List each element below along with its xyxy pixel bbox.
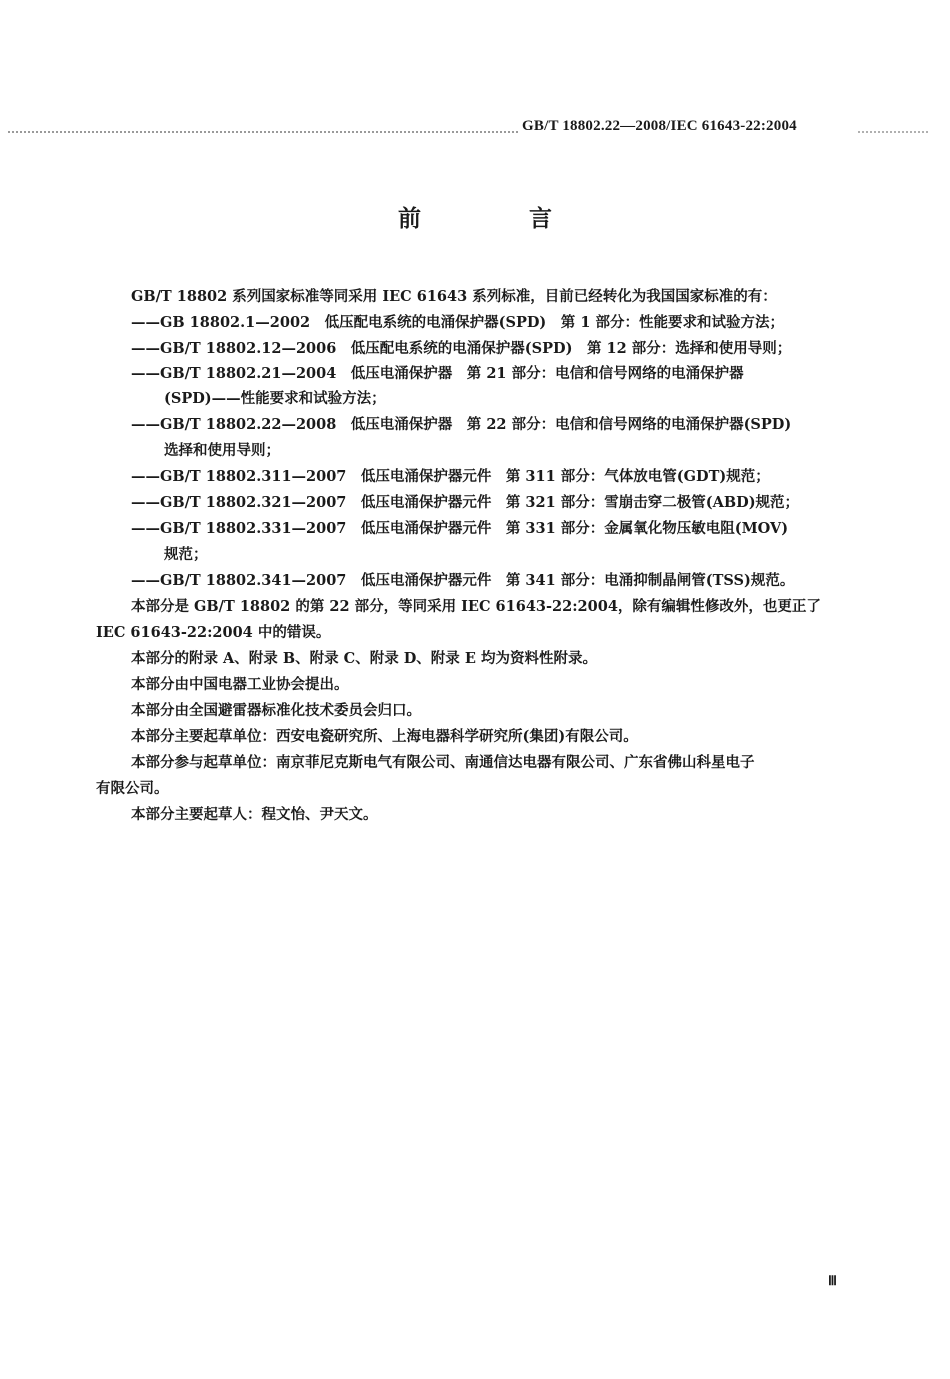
participating-units-paragraph: 本部分参与起草单位：南京菲尼克斯电气有限公司、南通信达电器有限公司、广东省佛山科星电子 [131, 754, 755, 771]
list-item-continuation: 选择和使用导则； [164, 442, 280, 459]
proposed-paragraph: 本部分由中国电器工业协会提出。 [131, 676, 349, 693]
intro-paragraph: GB/T 18802 系列国家标准等同采用 IEC 61643 系列标准，目前已经转化为我国国家标准的有： [131, 288, 777, 305]
drafting-units-paragraph: 本部分主要起草单位：西安电瓷研究所、上海电器科学研究所(集团)有限公司。 [131, 728, 638, 745]
scope-paragraph-continuation: IEC 61643-22:2004 中的错误。 [96, 624, 331, 641]
list-item: ——GB/T 18802.341—2007 低压电涌保护器元件 第 341 部分：电涌抑制晶闸管(TSS)规范。 [131, 572, 795, 589]
list-item-continuation: (SPD)——性能要求和试验方法； [164, 390, 386, 407]
page-title: 前 言 [397, 206, 602, 232]
list-item-continuation: 规范； [164, 546, 208, 563]
list-item: ——GB/T 18802.21—2004 低压电涌保护器 第 21 部分：电信和信号网络的电涌保护器 [131, 365, 744, 382]
drafters-paragraph: 本部分主要起草人：程文怡、尹天文。 [131, 806, 378, 823]
list-item: ——GB/T 18802.12—2006 低压配电系统的电涌保护器(SPD) 第 12 部分：选择和使用导则； [131, 340, 792, 357]
list-item: ——GB/T 18802.331—2007 低压电涌保护器元件 第 331 部分：金属氧化物压敏电阻(MOV) [131, 520, 789, 537]
list-item: ——GB 18802.1—2002 低压配电系统的电涌保护器(SPD) 第 1 部分：性能要求和试验方法； [131, 314, 784, 331]
header-rule [8, 131, 518, 133]
standard-number: GB/T 18802.22—2008/IEC 61643-22:2004 [522, 118, 797, 134]
list-item: ——GB/T 18802.22—2008 低压电涌保护器 第 22 部分：电信和信号网络的电涌保护器(SPD) [131, 416, 792, 433]
list-item: ——GB/T 18802.321—2007 低压电涌保护器元件 第 321 部分：雪崩击穿二极管(ABD)规范； [131, 494, 800, 511]
header-rule-right [858, 131, 928, 133]
page-number: Ⅲ [828, 1273, 837, 1288]
scope-paragraph: 本部分是 GB/T 18802 的第 22 部分，等同采用 IEC 61643-22:2004，除有编辑性修改外，也更正了 [131, 598, 821, 615]
centralized-paragraph: 本部分由全国避雷器标准化技术委员会归口。 [131, 702, 421, 719]
annex-paragraph: 本部分的附录 A、附录 B、附录 C、附录 D、附录 E 均为资料性附录。 [131, 650, 597, 667]
participating-units-continuation: 有限公司。 [96, 780, 169, 797]
list-item: ——GB/T 18802.311—2007 低压电涌保护器元件 第 311 部分：气体放电管(GDT)规范； [131, 468, 770, 485]
